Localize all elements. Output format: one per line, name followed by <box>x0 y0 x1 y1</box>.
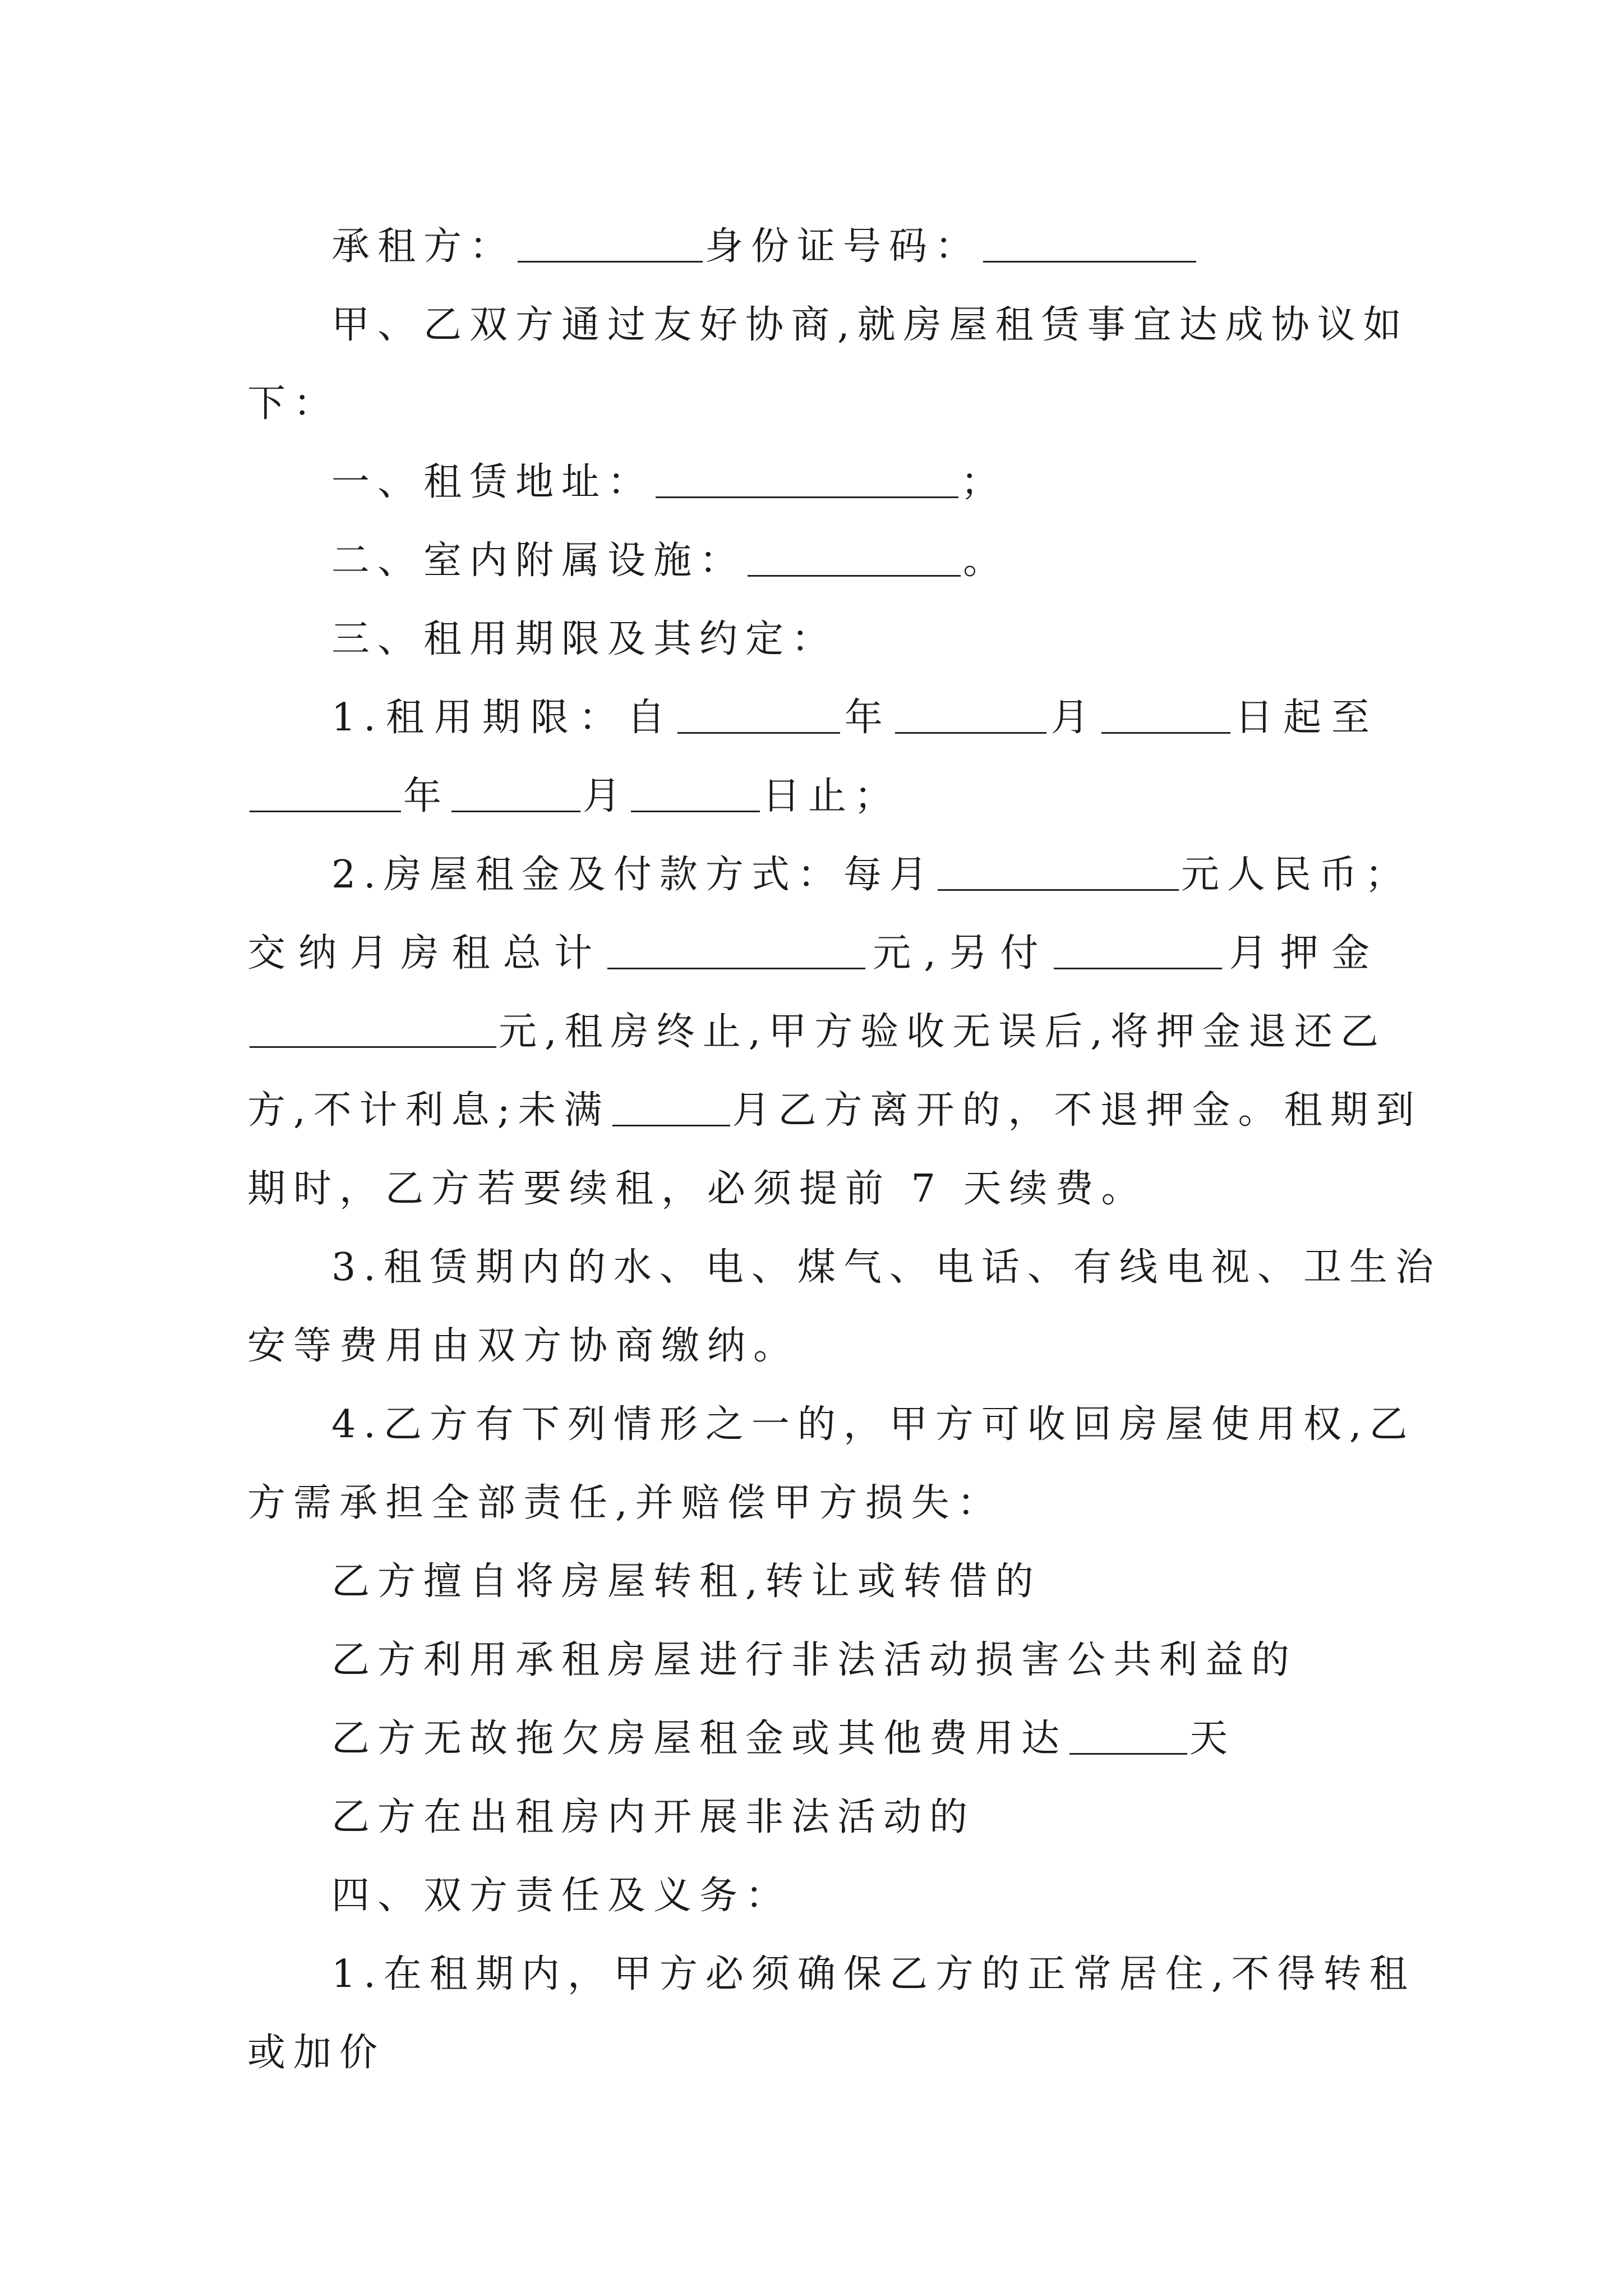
start-year-blank <box>677 701 840 734</box>
clause-3-3-utilities-cont <box>247 1307 1377 1386</box>
total-rent-blank <box>607 936 865 969</box>
paragraph-tenant-id <box>247 208 1377 286</box>
deposit-amount-blank <box>250 1015 496 1048</box>
paragraph-text: 安等费用由双方协商缴纳。 <box>247 1324 800 1368</box>
clause-heading: 四、双方责任及义务： <box>331 1874 792 1918</box>
clause-1-address <box>247 443 1377 522</box>
paragraph-text: 方需承担全部责任,并赔偿甲方损失： <box>247 1481 1003 1525</box>
clause-4-1-landlord-duty <box>247 1935 1415 2014</box>
tenant-name-blank <box>518 229 703 263</box>
year-unit: 年 <box>403 774 450 818</box>
termination-case-sublet <box>247 1543 1377 1621</box>
clause-4-heading <box>247 1857 1377 1935</box>
punctuation: 。 <box>963 539 1009 583</box>
clause-2-facilities <box>247 522 1377 600</box>
paragraph-agreement-intro-cont <box>247 365 1377 443</box>
id-number-label: 身份证号码： <box>705 224 981 269</box>
paragraph-text: 1.在租期内，甲方必须确保乙方的正常居住,不得转租 <box>331 1952 1415 1996</box>
facilities-label: 二、室内附属设施： <box>331 539 746 583</box>
clause-heading: 三、租用期限及其约定： <box>331 617 838 661</box>
id-number-blank <box>983 229 1196 263</box>
paragraph-text: 下： <box>247 381 340 426</box>
min-months-blank <box>612 1093 730 1126</box>
termination-case-illegal-use <box>247 1621 1377 1700</box>
paragraph-text: 4.乙方有下列情形之一的，甲方可收回房屋使用权,乙 <box>331 1402 1415 1447</box>
paragraph-text: 月乙方离开的，不退押金。租期到 <box>732 1088 1422 1133</box>
paragraph-text: 乙方擅自将房屋转租,转让或转借的 <box>331 1559 1041 1604</box>
total-rent-label: 交纳月房租总计 <box>247 931 606 976</box>
clause-3-2-rent-cont <box>247 914 1377 993</box>
clause-3-1-term-cont <box>247 757 1377 836</box>
day-unit: 天 <box>1189 1717 1236 1761</box>
year-unit: 年 <box>842 696 893 740</box>
paragraph-text: 乙方在出租房内开展非法活动的 <box>331 1795 976 1839</box>
extra-label: 元,另付 <box>868 931 1052 976</box>
contract-body <box>247 208 1441 2092</box>
start-day-blank <box>1101 701 1230 734</box>
termination-case-illegal-activity <box>247 1778 1377 1857</box>
clause-4-1-landlord-duty-cont <box>247 2014 1377 2092</box>
term-label: 1.租用期限：自 <box>331 696 675 740</box>
address-blank <box>656 465 958 498</box>
address-label: 一、租赁地址： <box>331 460 654 504</box>
end-month-blank <box>451 779 580 812</box>
month-unit: 月 <box>583 774 629 818</box>
start-month-blank <box>895 701 1046 734</box>
clause-3-2-deposit-cont <box>247 1071 1422 1150</box>
clause-3-heading <box>247 600 1377 679</box>
paragraph-text: 乙方无故拖欠房屋租金或其他费用达 <box>331 1717 1068 1761</box>
monthly-rent-blank <box>938 858 1179 891</box>
deposit-label: 月押金 <box>1224 931 1377 976</box>
clause-3-2-renewal <box>247 1150 1377 1228</box>
punctuation: ； <box>961 460 1007 504</box>
month-unit: 月 <box>1048 696 1099 740</box>
paragraph-text: 方,不计利息;未满 <box>247 1088 610 1133</box>
day-unit: 日起至 <box>1232 696 1377 740</box>
clause-3-4-termination-cont <box>247 1464 1377 1543</box>
clause-3-4-termination <box>247 1386 1415 1464</box>
paragraph-text: 或加价 <box>247 2031 386 2075</box>
end-day-blank <box>631 779 760 812</box>
clause-3-2-deposit <box>247 993 1386 1071</box>
paragraph-text: 期时，乙方若要续租，必须提前 7 天续费。 <box>247 1167 1147 1211</box>
tenant-label: 承租方： <box>331 224 516 269</box>
end-year-blank <box>250 779 401 812</box>
paragraph-agreement-intro <box>247 286 1409 365</box>
facilities-blank <box>748 544 961 577</box>
arrears-days-blank <box>1069 1722 1187 1755</box>
currency-unit: 元人民币； <box>1181 853 1411 897</box>
paragraph-text: 3.租赁期内的水、电、煤气、电话、有线电视、卫生治 <box>331 1245 1441 1290</box>
clause-3-2-rent <box>247 836 1411 914</box>
termination-case-arrears <box>247 1700 1377 1778</box>
day-unit: 日止； <box>762 774 901 818</box>
rent-label: 2.房屋租金及付款方式：每月 <box>331 853 935 897</box>
paragraph-text: 乙方利用承租房屋进行非法活动损害公共利益的 <box>331 1638 1298 1682</box>
deposit-months-blank <box>1054 936 1222 969</box>
clause-3-1-term <box>247 679 1377 757</box>
paragraph-text: 甲、乙双方通过友好协商,就房屋租赁事宜达成协议如 <box>331 303 1409 347</box>
clause-3-3-utilities <box>247 1228 1441 1307</box>
paragraph-text: 元,租房终止,甲方验收无误后,将押金退还乙 <box>499 1010 1386 1054</box>
